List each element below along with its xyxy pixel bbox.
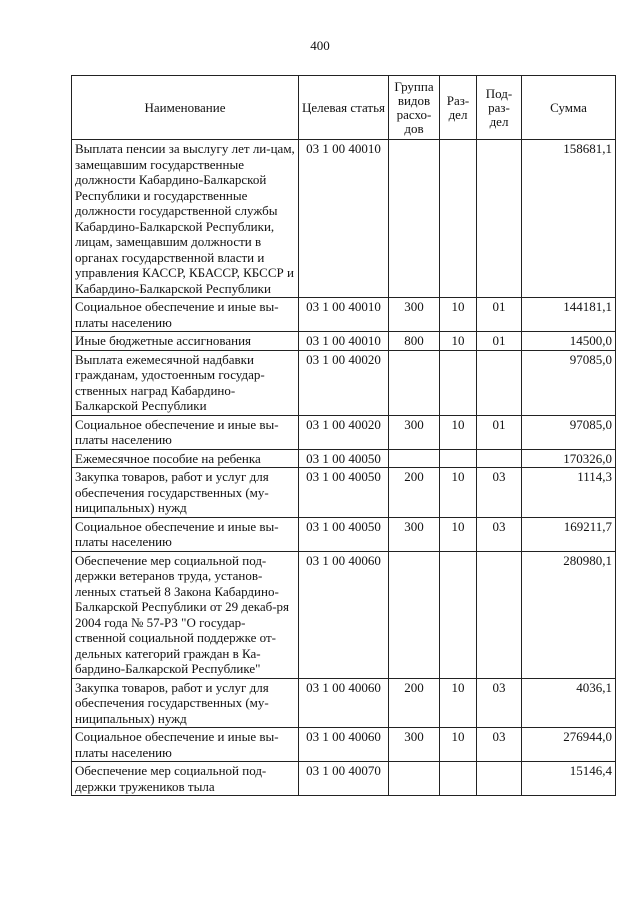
cell-sum: 144181,1 <box>522 298 616 332</box>
cell-section: 10 <box>440 298 477 332</box>
cell-code: 03 1 00 40010 <box>299 332 389 351</box>
cell-subsection: 01 <box>477 332 522 351</box>
cell-code: 03 1 00 40010 <box>299 298 389 332</box>
cell-name: Закупка товаров, работ и услуг для обеспечения государственных (му-ниципальных) нужд <box>72 678 299 728</box>
table-row <box>72 551 616 678</box>
cell-sum: 169211,7 <box>522 517 616 551</box>
cell-subsection: 01 <box>477 298 522 332</box>
cell-code: 03 1 00 40060 <box>299 728 389 762</box>
cell-sum: 276944,0 <box>522 728 616 762</box>
cell-name: Социальное обеспечение и иные вы-платы населению <box>72 517 299 551</box>
cell-name: Обеспечение мер социальной под-держки тружеников тыла <box>72 762 299 796</box>
cell-subsection <box>477 140 522 298</box>
header-subsection: Под-раз-дел <box>477 76 522 140</box>
cell-name: Иные бюджетные ассигнования <box>72 332 299 351</box>
cell-section: 10 <box>440 678 477 728</box>
cell-sum: 15146,4 <box>522 762 616 796</box>
cell-subsection <box>477 449 522 468</box>
cell-code: 03 1 00 40050 <box>299 468 389 518</box>
table-row <box>72 140 616 298</box>
cell-code: 03 1 00 40020 <box>299 350 389 415</box>
cell-section <box>440 350 477 415</box>
cell-name: Выплата пенсии за выслугу лет ли-цам, замещавшим государственные должности Кабардино-Балкарской Республики и государственные должности государственной службы Кабардино-Балкарской Республики, лицам, замещавшим должности в органах государственной власти и управления КАССР, КБАССР, КБССР и Кабардино-Балкарской Республики <box>72 140 299 298</box>
cell-group: 200 <box>389 468 440 518</box>
table-row <box>72 762 616 796</box>
cell-section <box>440 762 477 796</box>
cell-group: 200 <box>389 678 440 728</box>
cell-subsection: 01 <box>477 415 522 449</box>
cell-name: Закупка товаров, работ и услуг для обеспечения государственных (му-ниципальных) нужд <box>72 468 299 518</box>
cell-section <box>440 551 477 678</box>
table-row <box>72 678 616 728</box>
table-row <box>72 332 616 351</box>
cell-group <box>389 449 440 468</box>
cell-code: 03 1 00 40010 <box>299 140 389 298</box>
header-group: Группа видов расхо-дов <box>389 76 440 140</box>
cell-subsection: 03 <box>477 728 522 762</box>
cell-subsection: 03 <box>477 517 522 551</box>
cell-group: 300 <box>389 298 440 332</box>
cell-subsection <box>477 350 522 415</box>
cell-code: 03 1 00 40060 <box>299 551 389 678</box>
cell-code: 03 1 00 40060 <box>299 678 389 728</box>
cell-code: 03 1 00 40020 <box>299 415 389 449</box>
header-code: Целевая статья <box>299 76 389 140</box>
table-row <box>72 468 616 518</box>
cell-group <box>389 551 440 678</box>
cell-subsection: 03 <box>477 468 522 518</box>
cell-name: Ежемесячное пособие на ребенка <box>72 449 299 468</box>
cell-group <box>389 762 440 796</box>
header-name: Наименование <box>72 76 299 140</box>
cell-section <box>440 449 477 468</box>
cell-name: Социальное обеспечение и иные вы-платы населению <box>72 728 299 762</box>
cell-subsection <box>477 762 522 796</box>
header-section: Раз-дел <box>440 76 477 140</box>
table-header-row <box>72 76 616 140</box>
cell-sum: 14500,0 <box>522 332 616 351</box>
cell-section: 10 <box>440 415 477 449</box>
table-row <box>72 350 616 415</box>
cell-group: 300 <box>389 415 440 449</box>
cell-code: 03 1 00 40070 <box>299 762 389 796</box>
cell-group: 300 <box>389 517 440 551</box>
cell-sum: 4036,1 <box>522 678 616 728</box>
cell-group: 800 <box>389 332 440 351</box>
table-row <box>72 517 616 551</box>
table-row <box>72 415 616 449</box>
cell-name: Обеспечение мер социальной под-держки ветеранов труда, установ-ленных статьей 8 Закона Кабардино-Балкарской Республики от 29 декаб-ря 2004 года № 57-РЗ "О государ-ственной социальной поддержке от-дельных категорий граждан в Ка-бардино-Балкарской Республике" <box>72 551 299 678</box>
cell-name: Выплата ежемесячной надбавки гражданам, удостоенным государ-ственных наград Кабардино-Балкарской Республики <box>72 350 299 415</box>
cell-subsection <box>477 551 522 678</box>
cell-section: 10 <box>440 517 477 551</box>
cell-sum: 280980,1 <box>522 551 616 678</box>
cell-section: 10 <box>440 332 477 351</box>
cell-group <box>389 350 440 415</box>
table-row <box>72 449 616 468</box>
cell-name: Социальное обеспечение и иные вы-платы населению <box>72 298 299 332</box>
cell-section: 10 <box>440 728 477 762</box>
cell-name: Социальное обеспечение и иные вы-платы населению <box>72 415 299 449</box>
table-row <box>72 728 616 762</box>
cell-sum: 158681,1 <box>522 140 616 298</box>
table-row <box>72 298 616 332</box>
cell-subsection: 03 <box>477 678 522 728</box>
cell-code: 03 1 00 40050 <box>299 517 389 551</box>
page-number: 400 <box>310 38 330 53</box>
cell-code: 03 1 00 40050 <box>299 449 389 468</box>
cell-section: 10 <box>440 468 477 518</box>
header-sum: Сумма <box>522 76 616 140</box>
cell-sum: 97085,0 <box>522 415 616 449</box>
cell-sum: 1114,3 <box>522 468 616 518</box>
cell-sum: 170326,0 <box>522 449 616 468</box>
cell-sum: 97085,0 <box>522 350 616 415</box>
cell-section <box>440 140 477 298</box>
cell-group: 300 <box>389 728 440 762</box>
budget-table <box>71 75 616 796</box>
cell-group <box>389 140 440 298</box>
